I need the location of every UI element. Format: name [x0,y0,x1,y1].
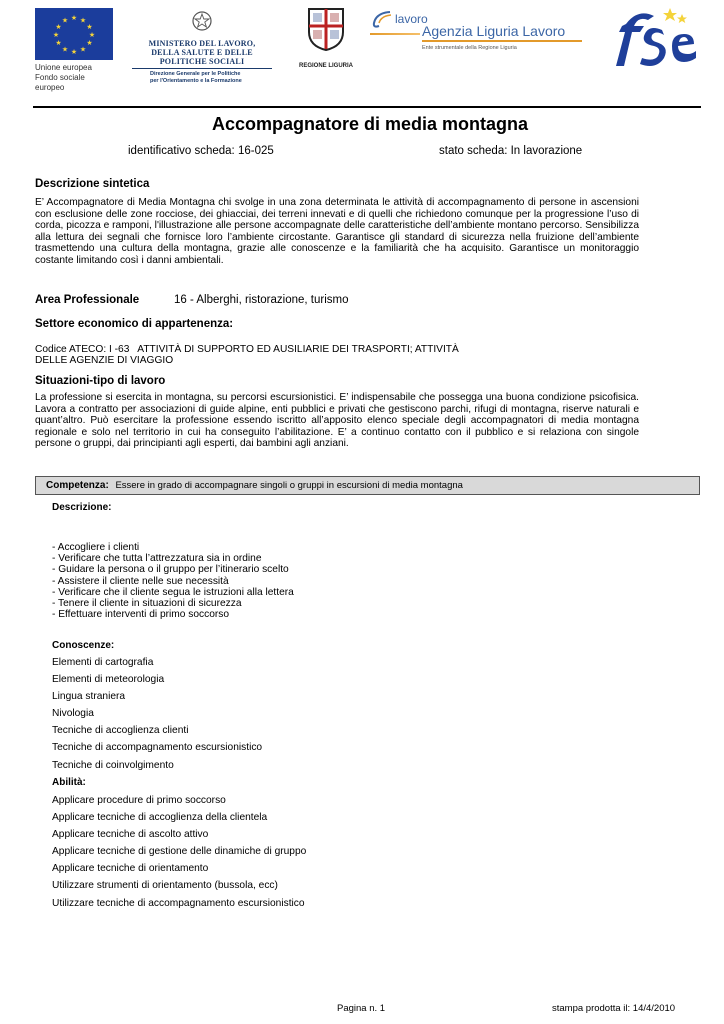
regione-caption: REGIONE LIGURIA [298,63,353,69]
svg-text:★: ★ [61,45,69,54]
area-professionale-label: Area Professionale [35,294,140,306]
scheda-id: identificativo scheda: 16-025 [128,145,274,157]
list-item: Elementi di meteorologia [52,674,165,686]
eu-caption-2: Fondo sociale europeo [35,73,85,92]
settore-line-1: Codice ATECO: I -63 ATTIVITÀ DI SUPPORTO ED AUSILIARIE DEI TRASPORTI; ATTIVITÀ [35,344,459,355]
competenza-label: Competenza: [46,480,109,491]
abilita-list [52,792,306,912]
fse-logo-icon [610,4,700,74]
swoosh-icon [370,9,394,29]
page-number: Pagina n. 1 [337,1003,386,1014]
descrizione-sintetica-text: E’ Accompagnatore di Media Montagna chi svolge in una zona determinata le attività di accompagnamento di persone in ascensioni con esclusione delle zone rocciose, dei ghiacciai, dei terreni innevati e di quelli che richiedono comunque per la progressione l’uso di corda, picozza e ramponi, l'illustrazione alle persone accompagnate delle caratteristiche dell’ambiente montano percorso. Sensibilizza alla lettura dei segnali che fornisce loro l’ambiente circostante. Garantisce gli standard di sicurezza nella fruizione dell’ambiente trasmettendo una cultura della montagna, grazie alle conoscenze e la familiarità che ha acquisito. Garantisce un monitoraggio costante limitando così i danni ambientali. [35,197,639,266]
svg-text:★: ★ [55,23,62,31]
list-item: Nivologia [52,708,94,720]
svg-text:★: ★ [86,39,93,47]
list-item: - Tenere il cliente in situazioni di sicurezza [52,598,242,610]
eu-logo [35,8,115,93]
ministry-logo [132,10,272,85]
list-item: Utilizzare tecniche di accompagnamento escursionistico [52,897,305,909]
list-item: - Verificare che tutta l’attrezzatura sia in ordine [52,553,262,565]
header-logos [0,0,724,105]
italian-emblem-icon [191,10,213,32]
situazioni-text: La professione si esercita in montagna, su percorsi escursionistici. E’ indispensabile che possegga una buona condizione psicofisica. Lavora a contratto per associazioni di guide alpine, enti pubblici e privati che gestiscono parchi, rifugi di montagna, riserve naturali e quant’altro. Può esercitare la professione essendo iscritto all’apposito elenco speciale degli accompagnatori di media montagna regionale e solo nel territorio in cui ha conseguito l’abilitazione. E’ a continuo contatto con il pubblico e si relaziona con singole persone o gruppi, dai principianti agli esperti, dai bambini agli anziani. [35,392,639,450]
list-item: Tecniche di coinvolgimento [52,759,174,771]
ministry-name-1: MINISTERO DEL LAVORO, [148,39,256,48]
agency-subtitle: Ente strumentale della Regione Liguria [422,44,517,51]
list-item: - Accogliere i clienti [52,542,140,553]
area-professionale-value: 16 - Alberghi, ristorazione, turismo [174,294,349,306]
conoscenze-heading: Conoscenze: [52,640,115,651]
eu-flag-icon [35,8,113,60]
agency-name: Agenzia Liguria Lavoro [422,23,566,39]
svg-text:★: ★ [55,39,62,47]
abilita-heading: Abilità: [52,777,86,788]
svg-text:★: ★ [70,14,78,22]
list-item: - Assistere il cliente nelle sue necessità [52,575,229,587]
ministry-name-2: DELLA SALUTE E DELLE POLITICHE SOCIALI [151,48,253,66]
conoscenze-list [52,654,262,774]
svg-text:★: ★ [88,31,96,39]
regione-liguria-logo [295,6,357,69]
eu-caption-1: Unione europea [35,63,92,72]
list-item: - Effettuare interventi di primo soccorso [52,609,230,621]
svg-text:★: ★ [86,23,93,31]
scheda-status: stato scheda: In lavorazione [439,145,583,157]
ministry-sub-2: per l'Orientamento e la Formazione [150,78,242,84]
list-item: Applicare tecniche di gestione delle dinamiche di gruppo [52,846,307,858]
svg-text:★: ★ [79,45,87,54]
svg-text:★: ★ [52,31,60,39]
print-date: stampa prodotta il: 14/4/2010 [552,1003,676,1014]
settore-heading: Settore economico di appartenenza: [35,318,234,330]
ministry-sub-1: Direzione Generale per le Politiche [150,71,241,77]
list-item: Applicare tecniche di orientamento [52,863,209,875]
competenza-text: Essere in grado di accompagnare singoli o gruppi in escursioni di media montagna [115,480,463,491]
agenzia-liguria-lavoro-logo [370,8,585,51]
list-item: Tecniche di accoglienza clienti [52,725,189,737]
svg-text:★: ★ [79,16,87,25]
list-item: - Guidare la persona o il gruppo per l’itinerario scelto [52,564,289,576]
descrizione-heading: Descrizione: [52,502,112,513]
settore-line-2: DELLE AGENZIE DI VIAGGIO [35,355,174,366]
list-item: Lingua straniera [52,691,126,703]
agency-lavoro-word: lavoro [395,12,428,26]
svg-text:★: ★ [61,16,69,25]
descrizione-sintetica-heading: Descrizione sintetica [35,178,150,190]
task-list [52,542,294,620]
list-item: Applicare tecniche di accoglienza della clientela [52,812,268,824]
list-item: Utilizzare strumenti di orientamento (bussola, ecc) [52,880,278,892]
regional-shield-icon [306,6,346,52]
list-item: Tecniche di accompagnamento escursionistico [52,742,263,754]
header-divider [33,106,701,108]
list-item: Elementi di cartografia [52,657,154,668]
situazioni-heading: Situazioni-tipo di lavoro [35,375,166,387]
competenza-box [35,476,700,495]
svg-text:★: ★ [70,48,78,56]
list-item: - Verificare che il cliente segua le istruzioni alla lettera [52,586,294,598]
page-title: Accompagnatore di media montagna [211,114,529,134]
list-item: Applicare tecniche di ascolto attivo [52,829,209,841]
list-item: Applicare procedure di primo soccorso [52,795,226,806]
